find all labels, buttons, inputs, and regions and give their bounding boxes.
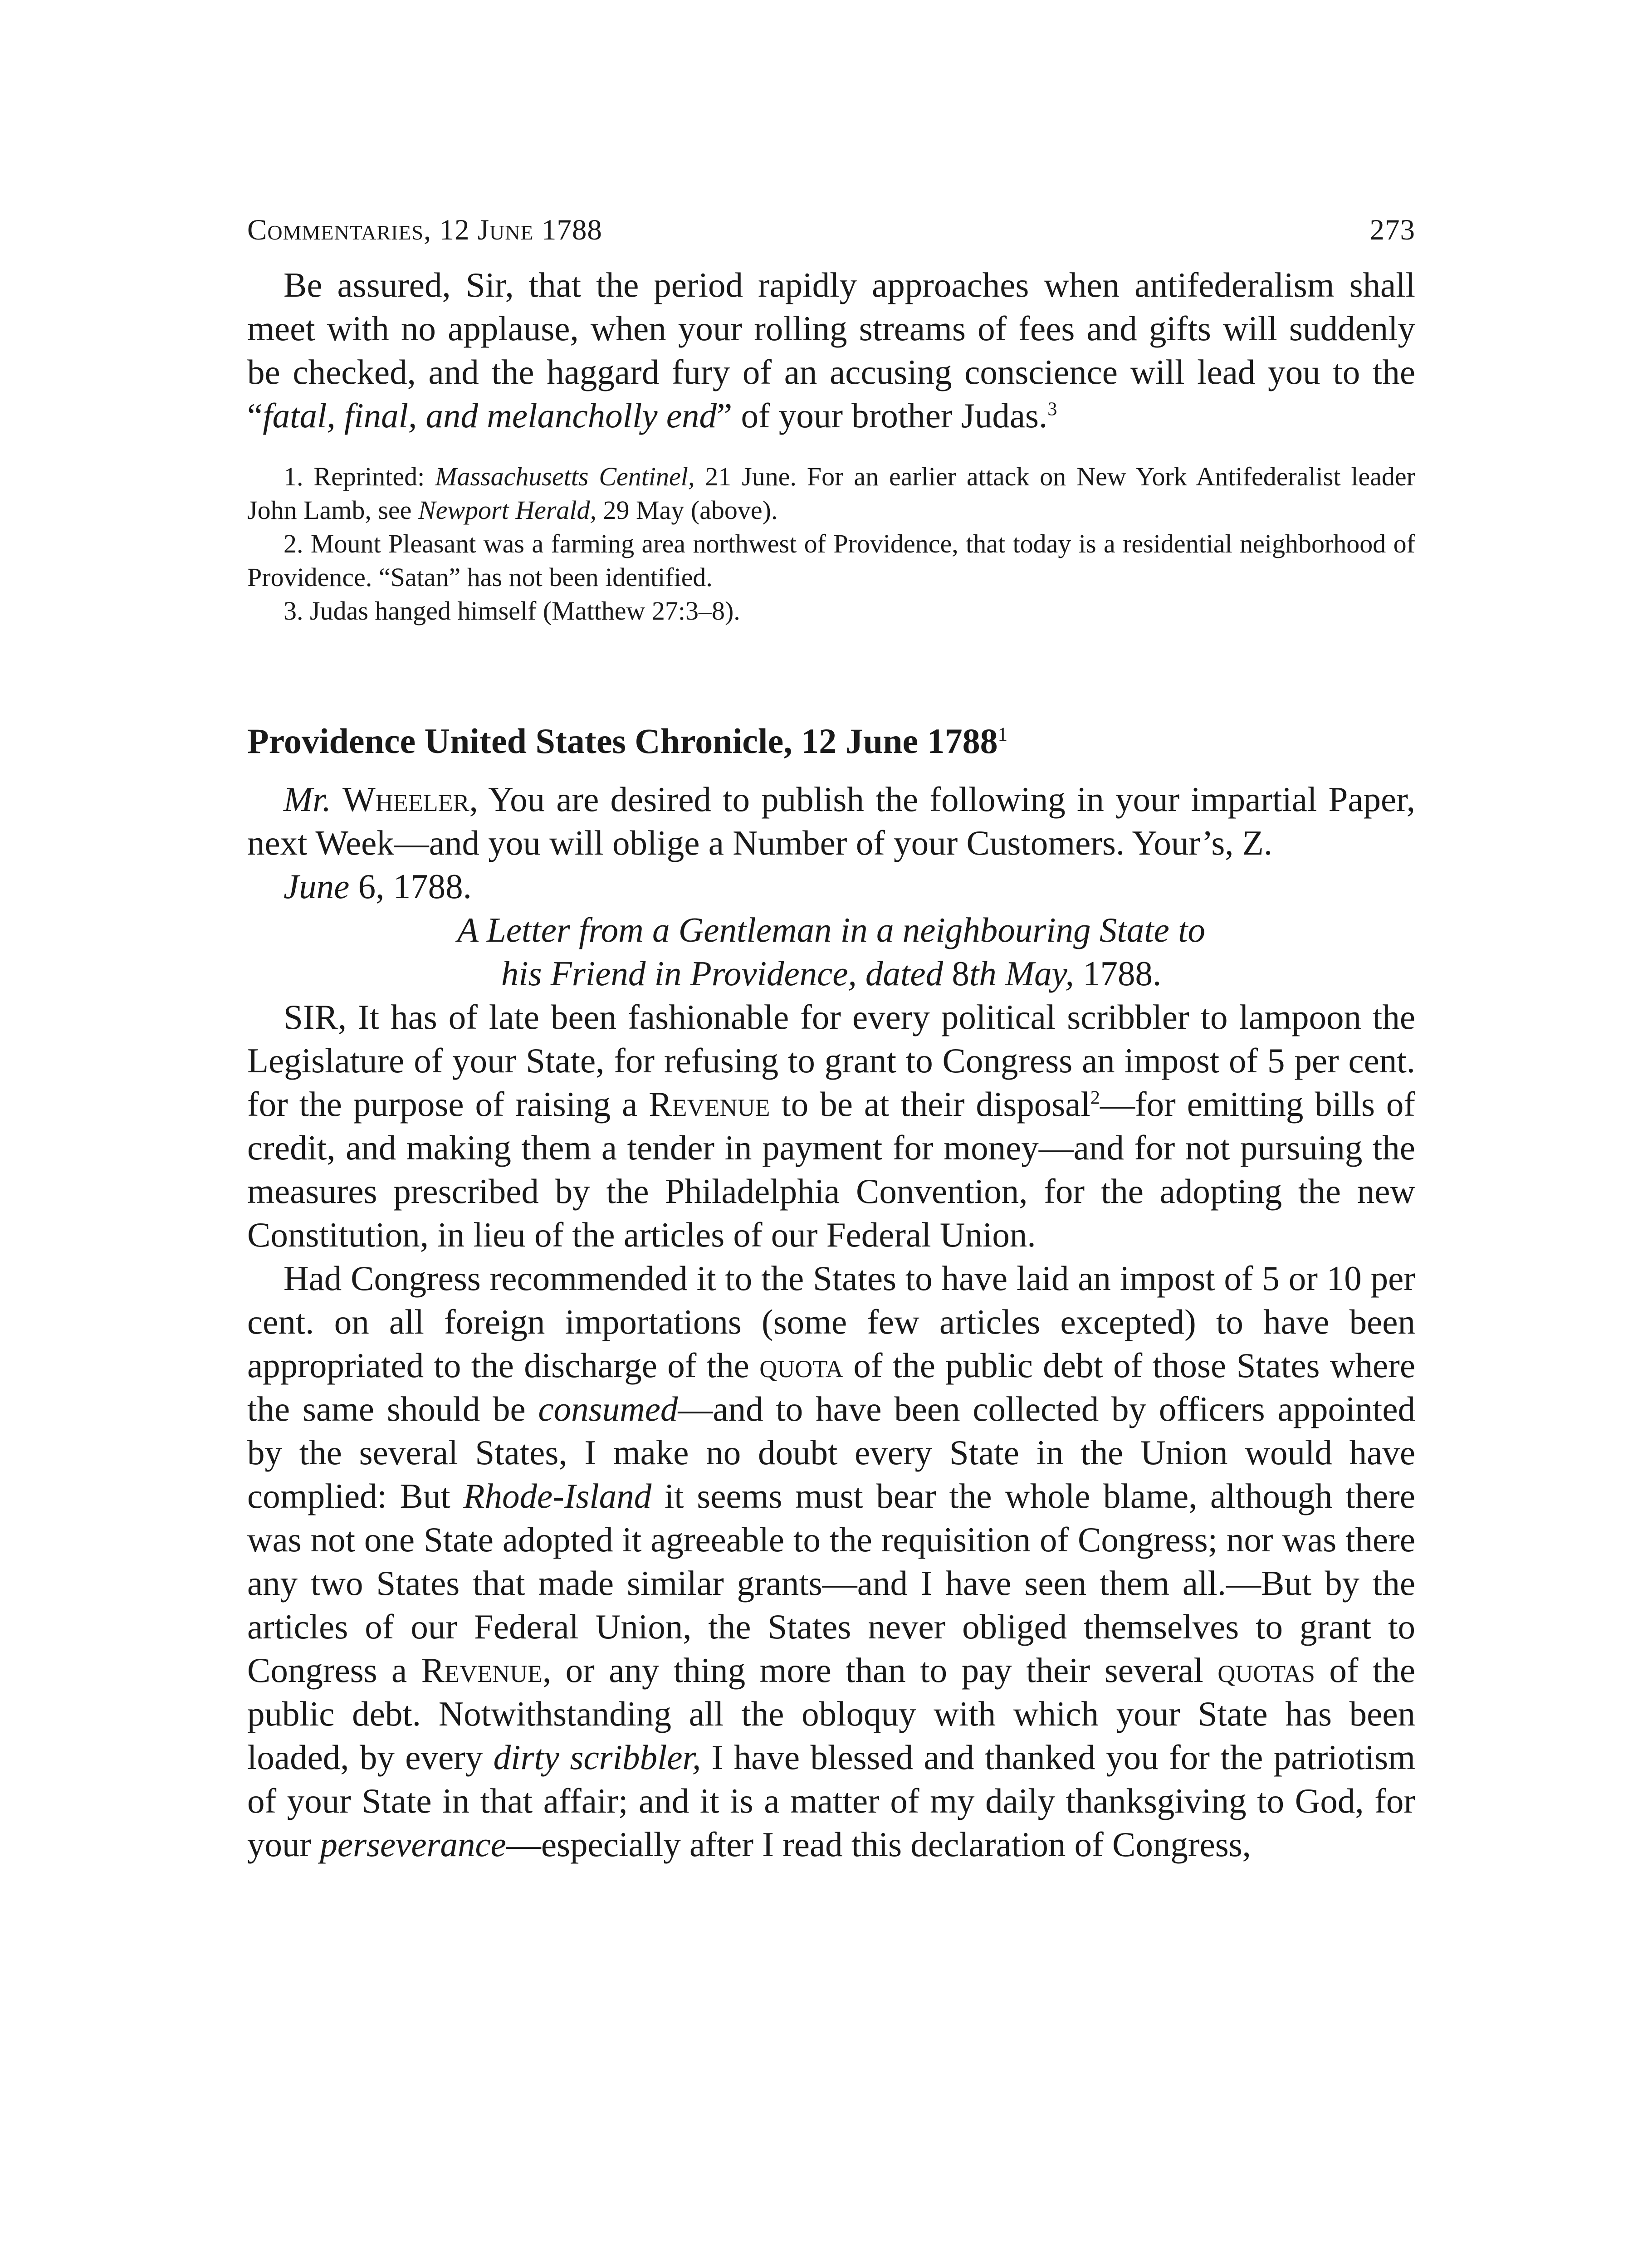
footnote-3: 3. Judas hanged himself (Matthew 27:3–8). <box>284 596 740 626</box>
footnotes <box>247 460 1415 628</box>
document-page <box>247 213 1415 1866</box>
intro-paragraph: Mr. Wheeler, You are desired to publish the following in your impartial Paper, next Week—and you will oblige a Number of your Customers. Your’s, Z. <box>247 780 1416 862</box>
section-heading: Providence United States Chronicle, 12 June 1788$^1$ <box>247 721 1008 761</box>
letter-paragraph-1: SIR, It has of late been fashionable for every political scribbler to lampoon the Legislature of your State, for refusing to grant to Congress an impost of 5 per cent. for the purpose of raising a Revenue to be at their disposal$^2$—for emitting bills of credit, and making them a tender in payment for money—and for not pursuing the measures prescribed by the Philadelphia Convention, for the adopting the new Constitution, in lieu of the articles of our Federal Union. <box>247 997 1415 1254</box>
dateline: June 6, 1788. <box>284 867 472 906</box>
running-head-title: Commentaries, 12 June 1788 <box>247 214 602 246</box>
letter-title: A Letter from a Gentleman in a neighbouring State to his Friend in Providence, dated 8th May, 1788. <box>457 910 1205 993</box>
note-reference: 1 <box>997 724 1008 745</box>
footnote-1: 1. Reprinted: Massachusetts Centinel, 21 June. For an earlier attack on New York Antifederalist leader John Lamb, see Newport Herald, 29 May (above). <box>247 462 1415 525</box>
letter-paragraph-2: Had Congress recommended it to the States to have laid an impost of 5 or 10 per cent. on all foreign importations (some few articles excepted) to have been appropriated to the discharge of the quota of the public debt of those States where the same should be consumed—and to have been collected by officers appointed by the several States, I make no doubt every State in the Union would have complied: But Rhode-Island it seems must bear the whole blame, although there was not one State adopted it agreeable to the requisition of Congress; nor was there any two States that made similar grants—and I have seen them all.—But by the articles of our Federal Union, the States never obliged themselves to grant to Congress a Revenue, or any thing more than to pay their several quotas of the public debt. Notwithstanding all the obloquy with which your State has been loaded, by every dirty scribbler, I have blessed and thanked you for the patriotism of your State in that affair; and it is a matter of my daily thanksgiving to God, for your perseverance—especially after I read this declaration of Congress, <box>247 1259 1415 1864</box>
page-number: 273 <box>1369 214 1415 246</box>
quoted-phrase: fatal, final, and melancholly end <box>263 396 717 435</box>
footnote-2: 2. Mount Pleasant was a farming area northwest of Providence, that today is a residential neighborhood of Providence. “Satan” has not been identified. <box>247 529 1415 592</box>
note-reference: 3 <box>1047 398 1057 420</box>
opening-paragraph: Be assured, Sir, that the period rapidly approaches when antifederalism shall meet with no applause, when your rolling streams of fees and gifts will suddenly be checked, and the haggard fury of an accusing conscience will lead you to the “fatal, final, and melancholly end” of your brother Judas.$^3$ <box>247 265 1415 435</box>
note-reference: 2 <box>1090 1087 1100 1109</box>
printer-name: Wheeler <box>342 780 469 819</box>
running-head <box>247 213 1415 263</box>
